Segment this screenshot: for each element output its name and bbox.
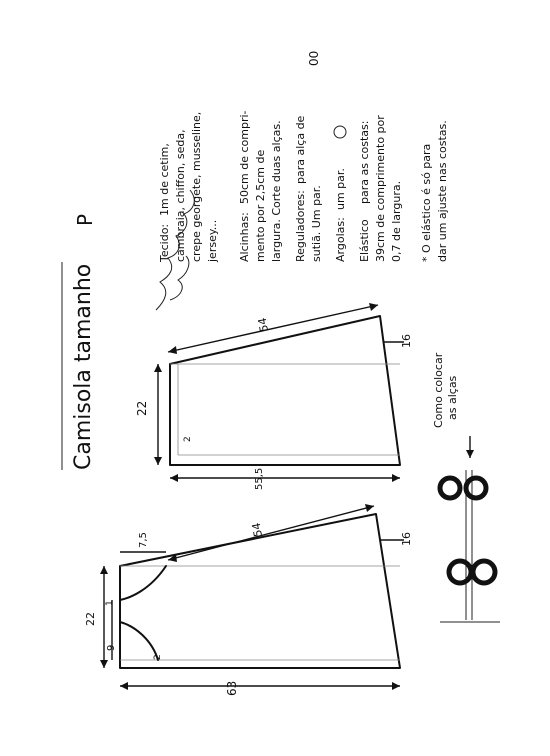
arrow-head [170, 474, 178, 482]
arrow-head [168, 346, 177, 354]
elastic-label: Elástico [358, 219, 371, 262]
back-seam-label: 2 [183, 436, 193, 442]
page-title: Camisola tamanho [71, 263, 96, 470]
ring-icon [440, 478, 460, 498]
note-line-1: * O elástico é só para [420, 143, 433, 262]
front-seam-label: 2 [153, 654, 163, 660]
rings-label: Argolas: [334, 217, 347, 262]
regulators-label: Reguladores: [294, 190, 307, 262]
elastic-line-1: para as costas: [358, 120, 371, 204]
back-piece [135, 303, 413, 490]
back-hem-label: 16 [400, 334, 413, 348]
size-label: P [73, 213, 97, 226]
front-piece [84, 504, 413, 696]
arrow-head [154, 364, 162, 372]
arrow-head [120, 682, 128, 690]
regulators-line-2: sutiã. Um par. [310, 185, 323, 262]
ring-icon [466, 478, 486, 498]
front-length-label: 54 [249, 521, 265, 538]
front-armhole-upper [120, 566, 166, 600]
ring-icon [449, 561, 471, 583]
note-line-2: dar um ajuste nas costas. [436, 120, 449, 262]
fabric-line-1: 1m de cetim, [158, 143, 171, 216]
front-length-dim [168, 506, 374, 560]
arrow-head [100, 566, 108, 574]
fabric-line-2: cambraia, chiffon, seda, [174, 129, 187, 262]
arrow-head [365, 504, 374, 512]
elastic-line-3: 0,7 de largura. [390, 180, 403, 262]
straps-line-3: largura. Corte duas alças. [270, 120, 283, 262]
instructions [158, 51, 449, 263]
arrow-head [466, 450, 474, 458]
arrow-head [392, 682, 400, 690]
strap-diagram [432, 352, 500, 622]
title-block [62, 214, 97, 470]
arrow-head [369, 303, 378, 311]
front-strap-offset-label: 1 [105, 600, 115, 606]
regulators-line-1: para alça de [294, 115, 307, 184]
front-height-label: 63 [225, 680, 239, 696]
fabric-line-3: crepe georgete, musseline, [190, 111, 203, 262]
elastic-line-2: 39cm de comprimento por [374, 115, 387, 262]
back-width-label: 22 [135, 400, 149, 416]
back-length-label: 54 [255, 316, 271, 333]
fabric-line-4: jersey... [206, 219, 219, 262]
arrow-head [154, 457, 162, 465]
front-neck-label: 9 [106, 644, 117, 651]
arrow-head [392, 474, 400, 482]
ring-icon [473, 561, 495, 583]
straps-line-1: 50cm de compri- [238, 110, 251, 204]
front-hem-label: 16 [400, 532, 413, 546]
back-length-dim [168, 305, 378, 352]
straps-line-2: mento por 2,5cm de [254, 149, 267, 262]
regulator-symbol: 00 [307, 50, 321, 66]
back-hip-label: 55,5 [254, 467, 265, 490]
rings-line-1: um par. [334, 168, 347, 210]
how-to-line-1: Como colocar [432, 352, 445, 428]
how-to-line-2: as alças [446, 375, 459, 420]
fabric-label: Tecido: [158, 223, 171, 262]
straps-label: Alcinhas: [238, 212, 251, 262]
front-top-drop-label: 7,5 [138, 532, 149, 548]
arrow-head [100, 660, 108, 668]
ring-icon [334, 126, 346, 138]
back-piece-outline [170, 316, 400, 465]
front-width-label: 22 [84, 612, 97, 626]
